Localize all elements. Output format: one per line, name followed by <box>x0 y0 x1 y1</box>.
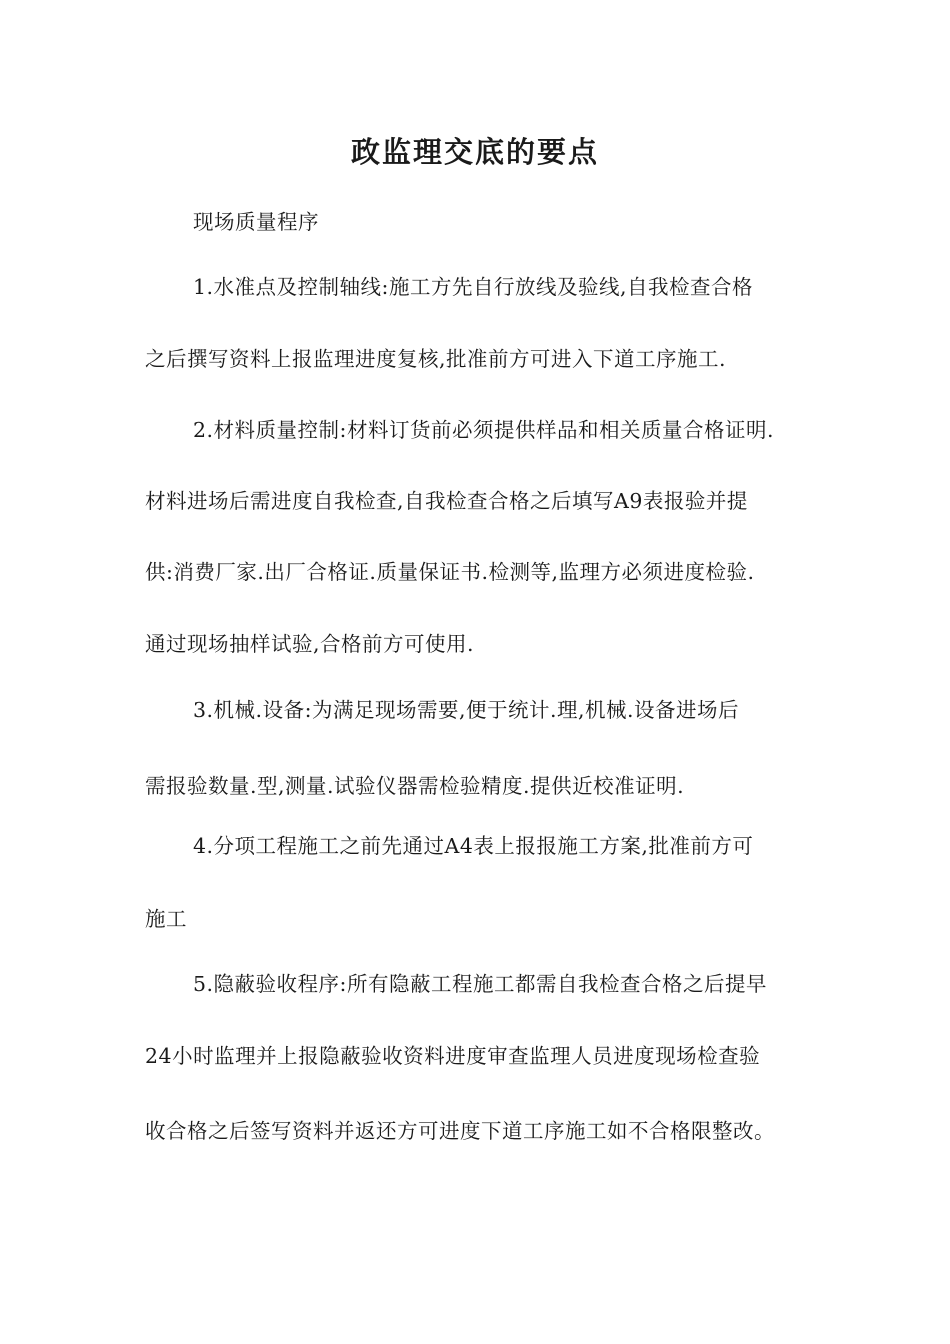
paragraph-line: 供:消费厂家.出厂合格证.质量保证书.检测等,监理方必须进度检验. <box>145 560 755 584</box>
paragraph-line: 2.材料质量控制:材料订货前必须提供样品和相关质量合格证明. <box>193 418 774 442</box>
paragraph-line: 需报验数量.型,测量.试验仪器需检验精度.提供近校准证明. <box>145 774 685 798</box>
document-title: 政监理交底的要点 <box>350 135 599 169</box>
paragraph-line: 材料进场后需进度自我检查,自我检查合格之后填写A9表报验并提 <box>145 489 748 513</box>
paragraph-line: 施工 <box>145 907 187 931</box>
paragraph-line: 1.水准点及控制轴线:施工方先自行放线及验线,自我检查合格 <box>193 275 753 299</box>
paragraph-line: 通过现场抽样试验,合格前方可使用. <box>145 632 475 656</box>
paragraph-line: 之后撰写资料上报监理进度复核,批准前方可进入下道工序施工. <box>145 347 727 371</box>
paragraph-line: 收合格之后签写资料并返还方可进度下道工序施工如不合格限整改。 <box>145 1119 775 1143</box>
section-heading: 现场质量程序 <box>193 210 319 234</box>
paragraph-line: 5.隐蔽验收程序:所有隐蔽工程施工都需自我检查合格之后提早 <box>193 972 767 996</box>
paragraph-line: 4.分项工程施工之前先通过A4表上报报施工方案,批准前方可 <box>193 834 754 858</box>
paragraph-line: 3.机械.设备:为满足现场需要,便于统计.理,机械.设备进场后 <box>193 698 740 722</box>
paragraph-line: 24小时监理并上报隐蔽验收资料进度审查监理人员进度现场检查验 <box>145 1044 761 1068</box>
